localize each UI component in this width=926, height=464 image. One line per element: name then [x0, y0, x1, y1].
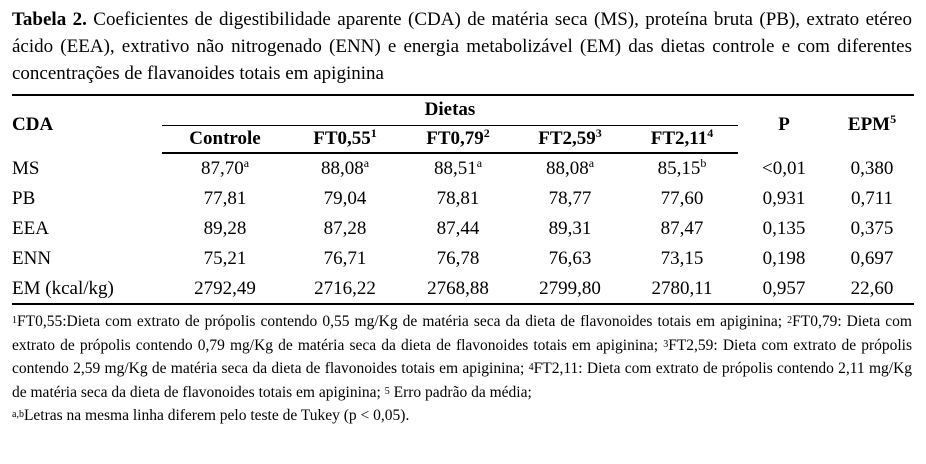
cell-value: 87,47: [660, 218, 704, 239]
significance-letter: b: [700, 156, 707, 170]
cell-value: 79,04: [323, 188, 367, 209]
cell-value: 75,21: [203, 248, 247, 269]
row-label: EEA: [12, 218, 49, 239]
value-cell: [288, 184, 402, 214]
diet-sup: 1: [370, 125, 377, 140]
row-label: EM (kcal/kg): [12, 274, 162, 304]
row-label: MS: [12, 157, 40, 179]
value-cell: [514, 244, 626, 274]
p-value: 0,135: [762, 218, 806, 239]
table-body: [12, 153, 914, 304]
value-cell: [514, 214, 626, 244]
header-dietas: Dietas: [162, 95, 738, 125]
value-cell: [162, 153, 288, 184]
value-cell: [288, 274, 402, 304]
value-cell: [162, 244, 288, 274]
significance-letter: a: [588, 156, 595, 170]
value-cell: [514, 274, 626, 304]
caption-text: Coeficientes de digestibilidade aparente (CDA) de matéria seca (MS), proteína bruta (PB), extrato etéreo ácido (EEA), extrativo não nitrogenado (ENN) e energia metabolizável (EM) das dietas controle e com diferentes concentrações de flavanoides totais em apiginina: [12, 9, 912, 84]
value-cell: [514, 184, 626, 214]
cell-value: 88,51: [433, 158, 477, 179]
value-cell: [402, 184, 514, 214]
p-value: 0,957: [738, 274, 830, 304]
caption-label: Tabela 2.: [12, 9, 87, 30]
value-cell: [626, 214, 738, 244]
header-diet-2: [402, 125, 514, 153]
header-epm: [830, 95, 914, 153]
cell-value: 77,60: [660, 188, 704, 209]
cell-value: 2716,22: [314, 277, 376, 299]
cell-value: 2768,88: [427, 277, 489, 299]
value-cell: [626, 184, 738, 214]
cell-value: 2799,80: [539, 277, 601, 299]
footnote-sup-5: 5: [384, 385, 390, 397]
value-cell: [402, 153, 514, 184]
footnote-ab: Letras na mesma linha diferem pelo teste de Tukey (p < 0,05).: [23, 407, 410, 424]
diet-sup: 4: [707, 125, 714, 140]
footnote-3: FT2,59: Dieta com extrato de própolis contendo 2,59 mg/Kg de matéria seca da dieta de flavonoides totais em apiginina;: [12, 336, 912, 377]
footnote-5: Erro padrão da média;: [389, 383, 532, 401]
footnote-diets: [12, 310, 912, 404]
diet-name: FT0,55: [313, 127, 371, 149]
epm-value: 0,375: [850, 218, 894, 239]
value-cell: [402, 244, 514, 274]
value-cell: [288, 153, 402, 184]
cell-value: 78,77: [548, 188, 592, 209]
p-value: 0,931: [762, 188, 806, 209]
diet-sup: 2: [483, 125, 490, 140]
value-cell: [402, 214, 514, 244]
value-cell: [514, 153, 626, 184]
footnote-sup-4: 4: [528, 362, 534, 373]
significance-letter: a: [363, 156, 370, 170]
cell-value: 2792,49: [194, 277, 256, 299]
diet-name: FT2,59: [538, 127, 596, 149]
table-row: [12, 274, 914, 304]
diet-name: FT0,79: [426, 127, 484, 149]
header-epm-text: EPM: [847, 113, 891, 135]
footnote-sup-1: 1: [12, 315, 17, 326]
epm-value: 0,697: [850, 248, 894, 269]
cell-value: 76,71: [323, 248, 367, 269]
header-diet-1: [288, 125, 402, 153]
epm-value: 0,711: [850, 188, 894, 209]
value-cell: [626, 244, 738, 274]
footnote-1: FT0,55:Dieta com extrato de própolis contendo 0,55 mg/Kg de matéria seca da dieta de flavonoides totais em apiginina;: [17, 313, 788, 330]
table-caption: [12, 6, 912, 87]
cell-value: 87,44: [436, 218, 480, 239]
digestibility-table: [12, 94, 914, 305]
value-cell: [288, 244, 402, 274]
header-diet-4: [626, 125, 738, 153]
cell-value: 85,15: [657, 158, 701, 179]
value-cell: [162, 184, 288, 214]
row-label: PB: [12, 188, 36, 209]
p-value: 0,198: [762, 248, 806, 269]
p-value: <0,01: [762, 157, 806, 179]
cell-value: 77,81: [203, 188, 247, 209]
footnotes: [12, 310, 912, 428]
significance-letter: a: [476, 156, 483, 170]
value-cell: [402, 274, 514, 304]
cell-value: 73,15: [660, 248, 704, 269]
footnote-sup-2: 2: [787, 315, 793, 326]
table-row: [12, 244, 914, 274]
cell-value: 2780,11: [651, 277, 713, 299]
header-diet-3: [514, 125, 626, 153]
cell-value: 87,70: [200, 158, 244, 179]
cell-value: 87,28: [323, 218, 367, 239]
value-cell: [162, 214, 288, 244]
footnote-sup-3: 3: [663, 338, 669, 350]
footnote-2: FT0,79: Dieta com extrato de própolis contendo 0,79 mg/Kg de matéria seca da dieta de flavonoides totais em apiginina;: [12, 313, 912, 354]
table-row: [12, 153, 914, 184]
significance-letter: a: [243, 156, 250, 170]
row-label: ENN: [12, 248, 52, 269]
footnote-tukey: [12, 404, 912, 428]
cell-value: 88,08: [320, 158, 364, 179]
footnote-sup-ab: a,b: [12, 409, 24, 420]
table-row: [12, 214, 914, 244]
header-cda: CDA: [12, 95, 162, 153]
value-cell: [288, 214, 402, 244]
cell-value: 76,78: [436, 248, 480, 269]
cell-value: 89,28: [203, 218, 247, 239]
cell-value: 88,08: [545, 158, 589, 179]
value-cell: [162, 274, 288, 304]
value-cell: [626, 153, 738, 184]
epm-value: 0,380: [850, 157, 894, 179]
epm-value: 22,60: [830, 274, 914, 304]
header-epm-sup: 5: [890, 111, 897, 126]
header-diet-0: [162, 125, 288, 153]
cell-value: 89,31: [548, 218, 592, 239]
cell-value: 76,63: [548, 248, 592, 269]
diet-name: FT2,11: [650, 127, 708, 149]
value-cell: [626, 274, 738, 304]
diet-name: Controle: [189, 127, 261, 149]
header-p: P: [738, 95, 830, 153]
diet-sup: 3: [595, 125, 602, 140]
cell-value: 78,81: [436, 188, 480, 209]
footnote-4: FT2,11: Dieta com extrato de própolis contendo 2,11 mg/Kg de matéria seca da dieta de flavonoides totais em apiginina;: [12, 360, 913, 401]
table-row: [12, 184, 914, 214]
